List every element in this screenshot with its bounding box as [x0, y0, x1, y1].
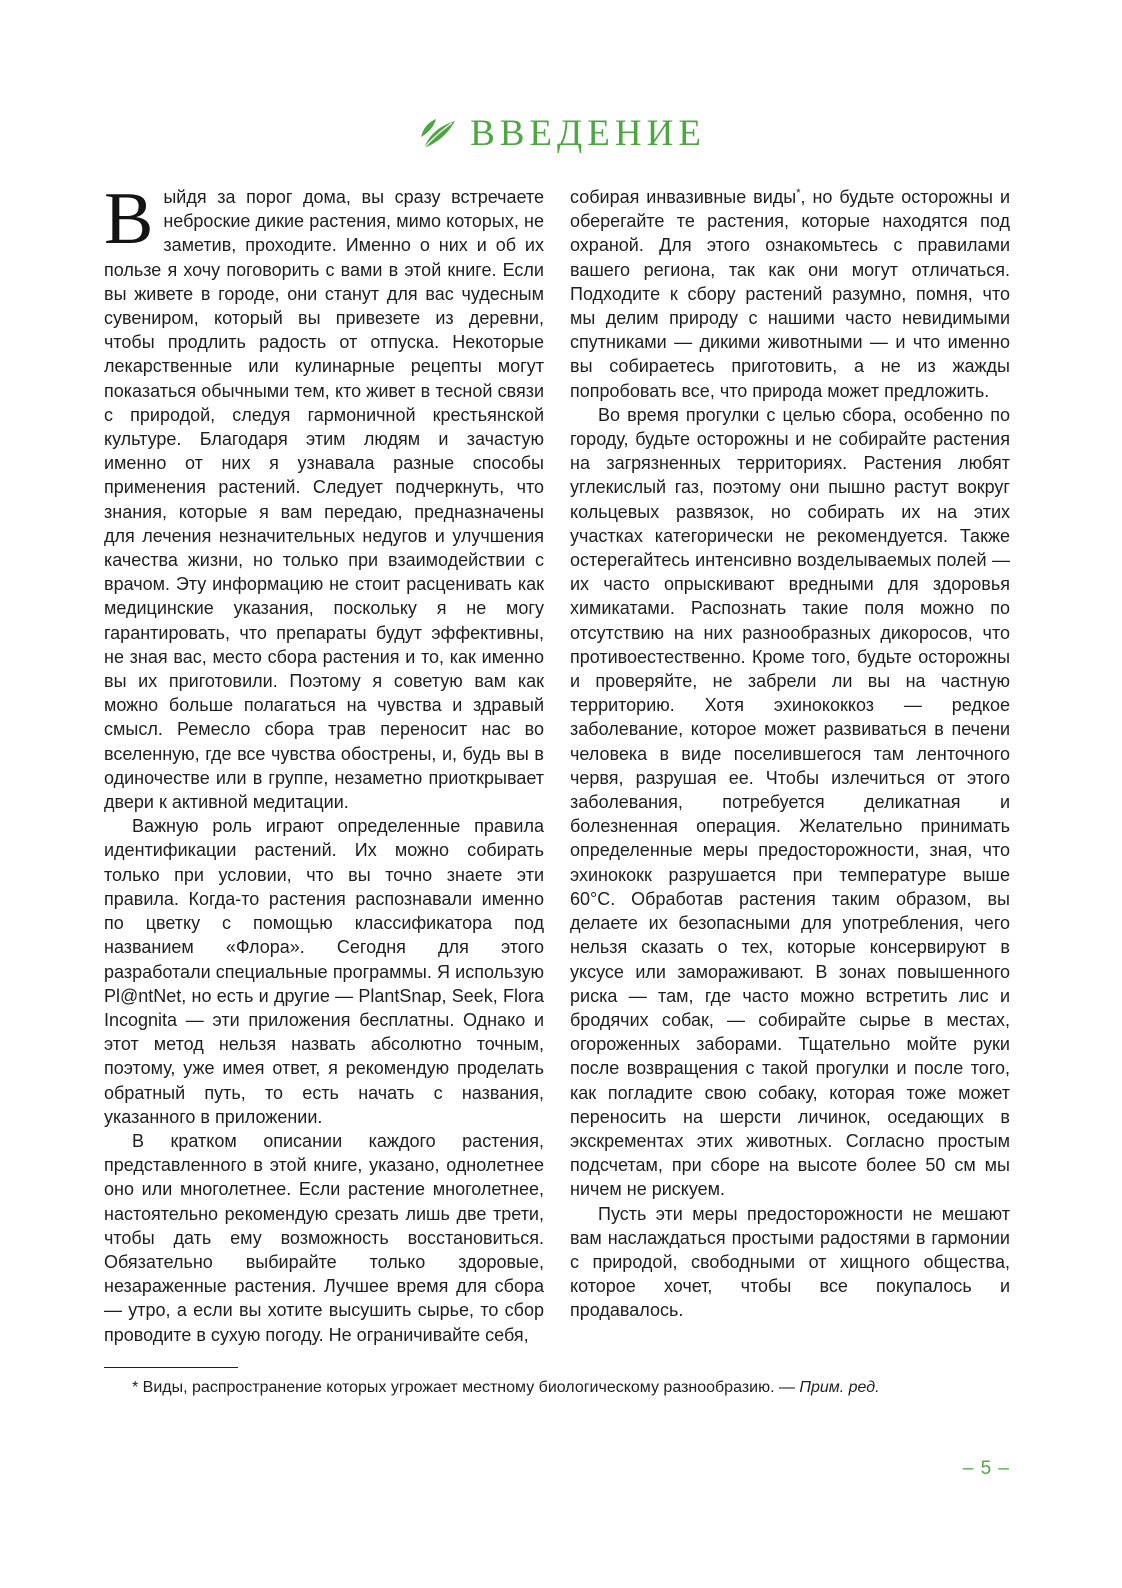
- footnote-body: Виды, распространение которых угрожает местному биологическому разнообразию. —: [138, 1378, 800, 1396]
- paragraph: Во время прогулки с целью сбора, особенно по городу, будьте осторожны и не собирайте растения на загрязненных территориях. Растения любят углекислый газ, поэтому они пышно растут вокруг кольцевых развязок, но собирать их на этих участках категорически не рекомендуется. Также остерегайтесь интенсивно возделываемых полей — их часто опрыскивают вредными для здоровья химикатами. Распознать такие поля можно по отсутствию на них разнообразных дикоросов, что противоестественно. Кроме того, будьте осторожны и проверяйте, не забрели ли вы на частную территорию. Хотя эхинококкоз — редкое заболевание, которое может развиваться в печени человека в виде поселившегося там ленточного червя, разрушая ее. Чтобы излечиться от этого заболевания, потребуется деликатная и болезненная операция. Желательно принимать определенные меры предосторожности, зная, что эхинококк разрушается при температуре выше 60°С. Обработав растения таким образом, вы делаете их безопасными для употребления, чего нельзя сказать о тех, которые консервируют в уксусе или замораживают. В зонах повышенного риска — там, где часто можно встретить лис и бродячих собак, — собирайте сырье в местах, огороженных заборами. Тщательно мойте руки после возвращения с такой прогулки и после того, как погладите свою собаку, которая тоже может переносить на шерсти личинок, оседающих в экскрементах этих животных. Согласно простым подсчетам, при сборе на высоте более 50 см мы ничем не рискуем.: [570, 404, 1010, 1200]
- footnote-marker: *: [132, 1378, 139, 1396]
- page-number: – 5 –: [962, 1458, 1010, 1479]
- footnote-divider: [104, 1367, 238, 1368]
- paragraph-text: , но будьте осторожны и оберегайте те растения, которые находятся под охраной. Для этого ознакомьтесь с правилами вашего региона, так как они могут отличаться. Подходите к сбору растений разумно, помня, что мы делим природу с нашими часто невидимыми спутниками — дикими животными — и что именно вы собираетесь приготовить, а не из жажды попробовать все, что природа может предложить.: [570, 187, 1011, 401]
- footnote-marker: *: [796, 187, 801, 199]
- right-column: [570, 185, 1010, 1347]
- paragraph: [104, 178, 544, 814]
- paragraph: [570, 185, 1010, 403]
- leaf-icon: [416, 117, 458, 151]
- footnote-text: [104, 1377, 1010, 1398]
- paragraph-text: собирая инвазивные виды: [570, 187, 797, 207]
- left-column: [104, 178, 544, 1347]
- text-columns: [104, 178, 1011, 1347]
- paragraph: Важную роль играют определенные правила идентификации растений. Их можно собирать только при условии, что вы точно знаете эти правила. Когда-то растения распознавали именно по цветку с помощью классификатора под названием «Флора». Сегодня для этого разработали специальные программы. Я использую Pl@ntNet, но есть и другие — PlantSnap, Seek, Flora Incognita — эти приложения бесплатны. Однако и этот метод нельзя назвать абсолютно точным, поэтому, уже имея ответ, я рекомендую проделать обратный путь, то есть начать с названия, указанного в приложении.: [104, 816, 544, 1127]
- drop-cap: В: [104, 178, 154, 260]
- page-title: ВВЕДЕНИЕ: [470, 113, 706, 154]
- paragraph: В кратком описании каждого растения, представленного в этой книге, указано, однолетнее оно или многолетнее. Если растение многолетнее, настоятельно рекомендую срезать лишь две трети, чтобы дать ему возможность восстановиться. Обязательно выбирайте только здоровые, незараженные растения. Лучшее время для сбора — утро, а если вы хотите высушить сырье, то сбор проводите в сухую погоду. Не ограничивайте себя,: [104, 1130, 544, 1345]
- chapter-header: [0, 112, 1122, 155]
- book-page: [0, 112, 1122, 1588]
- footnote: [104, 1367, 1010, 1398]
- footnote-source: Прим. ред.: [799, 1378, 880, 1396]
- paragraph-text: ыйдя за порог дома, вы сразу встречаете неброские дикие растения, мимо которых, не заметив, проходите. Именно о них и об их пользе я хочу поговорить с вами в этой книге. Если вы живете в городе, они станут для вас чудесным сувениром, который вы привезете из деревни, чтобы продлить радость от отпуска. Некоторые лекарственные или кулинарные рецепты могут показаться обычными тем, кто живет в тесной связи с природой, следуя гармоничной крестьянской культуре. Благодаря этим людям и зачастую именно от них я узнавала разные способы применения растений. Следует подчеркнуть, что знания, которые я вам передаю, предназначены для лечения незначительных недугов и улучшения качества жизни, но только при взаимодействии с врачом. Эту информацию не стоит расценивать как медицинские указания, поскольку я не могу гарантировать, что препараты будут эффективны, не зная вас, место сбора растения и то, как именно вы их приготовили. Поэтому я советую вам как можно больше полагаться на чувства и здравый смысл. Ремесло сбора трав переносит нас во вселенную, где все чувства обострены, и, будь вы в одиночестве или в группе, незаметно приоткрывает двери к активной медитации.: [104, 187, 544, 813]
- paragraph: Пусть эти меры предосторожности не мешают вам наслаждаться простыми радостями в гармонии с природой, свободными от хищного общества, которое хочет, чтобы все покупалось и продавалось.: [570, 1203, 1010, 1321]
